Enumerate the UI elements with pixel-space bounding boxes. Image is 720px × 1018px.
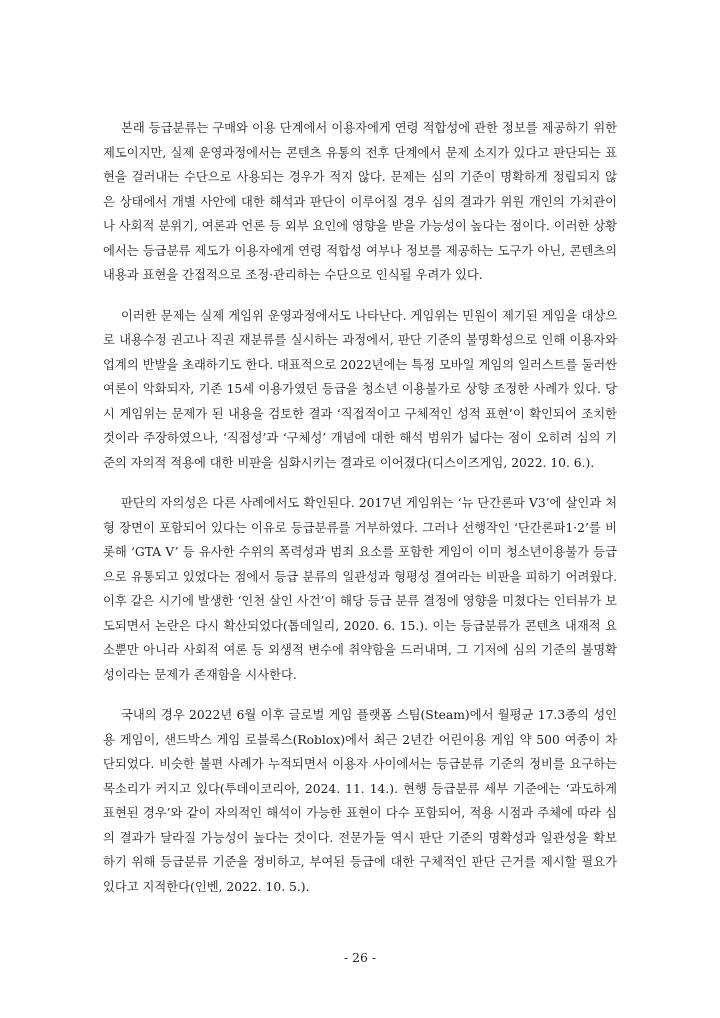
paragraph-2: 이러한 문제는 실제 게임위 운영과정에서도 나타난다. 게임위는 민원이 제기된 게임을 대상으로 내용수정 권고나 직권 재분류를 실시하는 과정에서, 판단 기준의 불명확성으로 인해 이용자와 업계의 반발을 초래하기도 한다. 대표적으로 2022년에는 특정 모바일 게임의 일러스트를 둘러싼 여론이 악화되자, 기존 15세 이용가였던 등급을 청소년 이용불가로 상향 조정한 사례가 있다. 당시 게임위는 문제가 된 내용을 검토한 결과 ‘직접적이고 구체적인 성적 표현’이 확인되어 조치한 것이라 주장하였으나, ‘직접성’과 ‘구체성’ 개념에 대한 해석 범위가 넓다는 점이 오히려 심의 기준의 자의적 적용에 대한 비판을 심화시키는 결과로 이어졌다(디스이즈게임, 2022. 10. 6.). bbox=[103, 308, 617, 470]
paragraph-4: 국내의 경우 2022년 6월 이후 글로벌 게임 플랫폼 스팀(Steam)에서 월평균 17.3종의 성인용 게임이, 샌드박스 게임 로블록스(Roblox)에서 최근 2년간 어린이용 게임 약 500 여종이 차단되었다. 비슷한 불편 사례가 누적되면서 이용자 사이에서는 등급분류 기준의 정비를 요구하는 목소리가 커지고 있다(투데이코리아, 2024. 11. 14.). 현행 등급분류 세부 기준에는 ‘과도하게 표현된 경우’와 같이 자의적인 해석이 가능한 표현이 다수 포함되어, 적용 시점과 주체에 따라 심의 결과가 달라질 가능성이 높다는 것이다. 전문가들 역시 판단 기준의 명확성과 일관성을 확보하기 위해 등급분류 기준을 정비하고, 부여된 등급에 대한 구체적인 판단 근거를 제시할 필요가 있다고 지적한다(인벤, 2022. 10. 5.). bbox=[103, 708, 617, 894]
document-body bbox=[103, 116, 617, 915]
paragraph-1: 본래 등급분류는 구매와 이용 단계에서 이용자에게 연령 적합성에 관한 정보를 제공하기 위한 제도이지만, 실제 운영과정에서는 콘텐츠 유통의 전후 단계에서 문제 소지가 있다고 판단되는 표현을 걸러내는 수단으로 사용되는 경우가 적지 않다. 문제는 심의 기준이 명확하게 정립되지 않은 상태에서 개별 사안에 대한 해석과 판단이 이루어질 경우 심의 결과가 위원 개인의 가치관이나 사회적 분위기, 여론과 언론 등 외부 요인에 영향을 받을 가능성이 높다는 점이다. 이러한 상황에서는 등급분류 제도가 이용자에게 연령 적합성 여부나 정보를 제공하는 도구가 아닌, 콘텐츠의 내용과 표현을 간접적으로 조정·관리하는 수단으로 인식될 우려가 있다. bbox=[103, 121, 617, 282]
paragraph-3: 판단의 자의성은 다른 사례에서도 확인된다. 2017년 게임위는 ‘뉴 단간론파 V3’에 살인과 처형 장면이 포함되어 있다는 이유로 등급분류를 거부하였다. 그러나 선행작인 ‘단간론파1·2’를 비롯해 ‘GTA V’ 등 유사한 수위의 폭력성과 범죄 요소를 포함한 게임이 이미 청소년이용불가 등급으로 유통되고 있었다는 점에서 등급 분류의 일관성과 형평성 결여라는 비판을 피하기 어려웠다. 이후 같은 시기에 발생한 ‘인천 살인 사건’이 해당 등급 분류 결정에 영향을 미쳤다는 인터뷰가 보도되면서 논란은 다시 확산되었다(톱데일리, 2020. 6. 15.). 이는 등급분류가 콘텐츠 내재적 요소뿐만 아니라 사회적 여론 등 외생적 변수에 취약함을 드러내며, 그 기저에 심의 기준의 불명확성이라는 문제가 존재함을 시사한다. bbox=[103, 496, 617, 682]
page-number: - 26 - bbox=[343, 950, 377, 965]
